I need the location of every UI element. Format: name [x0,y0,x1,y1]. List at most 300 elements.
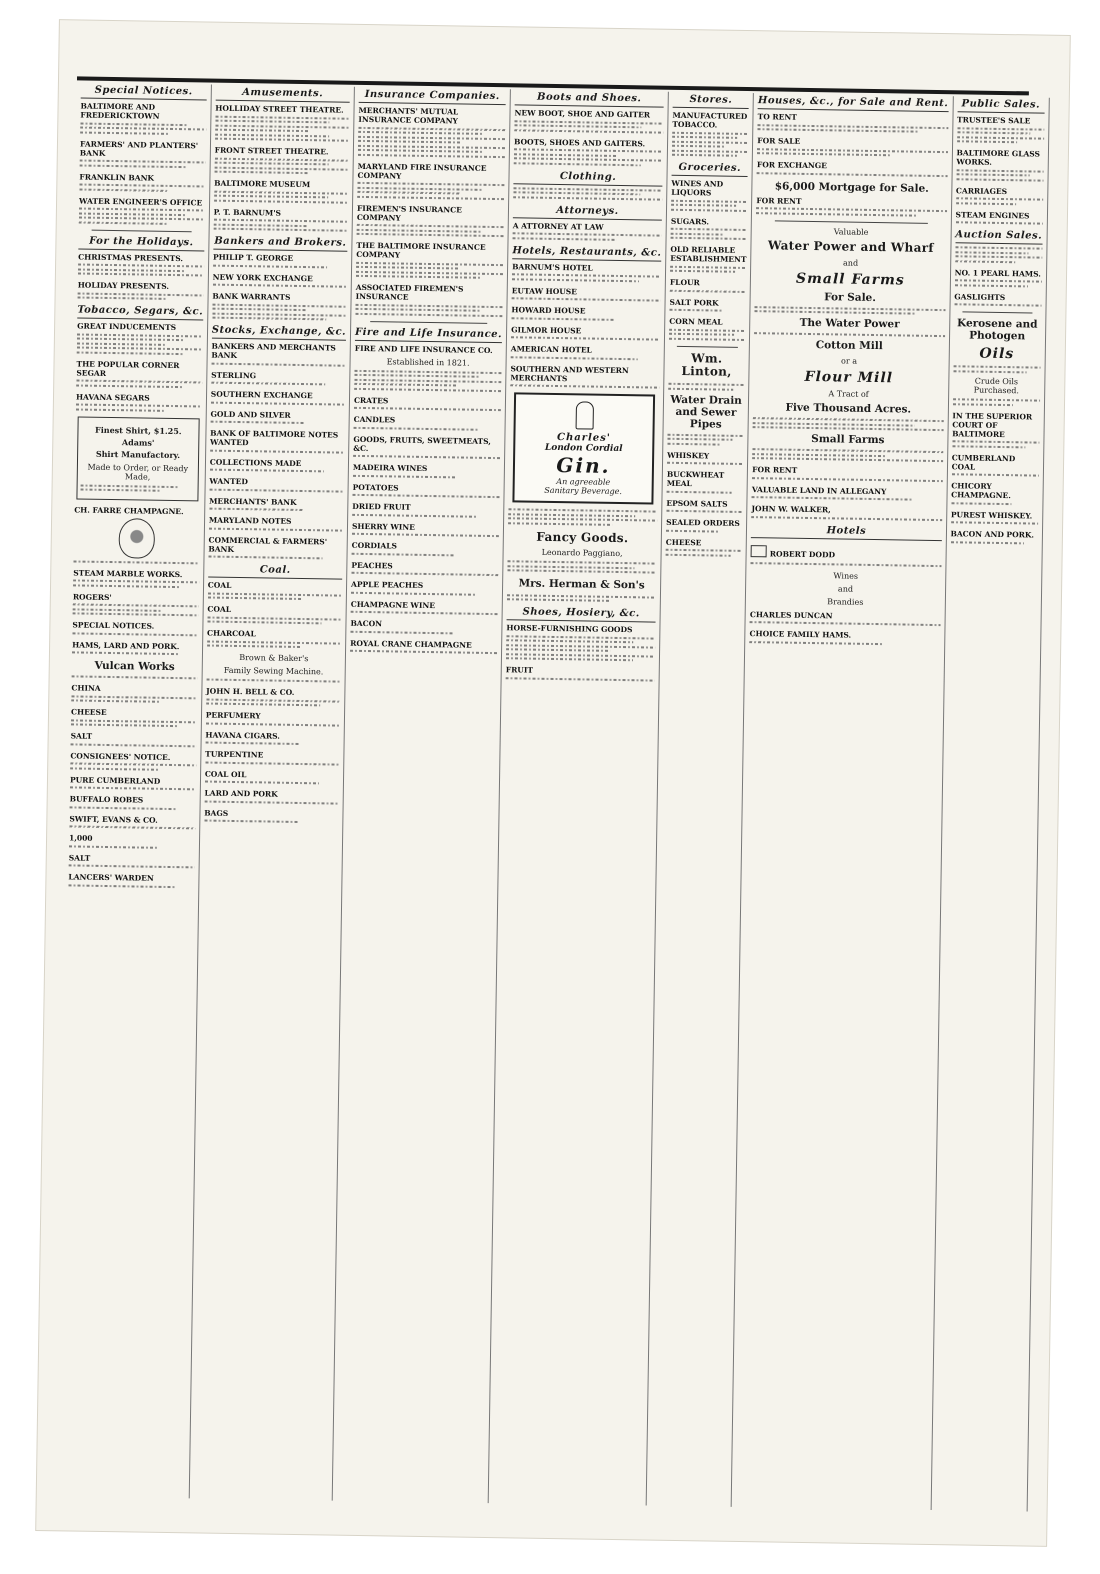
brandies-label: Brandies [827,597,864,608]
advertisement [73,592,199,616]
ad-headline: HOWARD HOUSE [511,305,586,316]
advertisement [951,481,1038,505]
advertisement [957,115,1044,143]
water-and: and [843,258,859,268]
section-heading: Stocks, Exchange, &c. [212,325,346,341]
ad-headline: ROYAL CRANE CHAMPAGNE [350,638,472,650]
shirt-title: Finest Shirt, $1.25. [95,424,182,436]
advertisement [351,599,498,615]
advertisement [511,344,660,360]
advertisement [210,429,345,454]
ad-headline: EPSOM SALTS [666,498,728,509]
ad-headline: HOLIDAY PRESENTS. [77,280,170,291]
ad-headline: DRIED FRUIT [352,502,411,512]
ad-headline: FARMERS' AND PLANTERS' BANK [79,138,199,158]
column-heading: Public Sales. [957,98,1044,113]
ad-headline: FOR RENT [756,195,802,206]
water-power-headline: Water Power and Wharf [767,238,934,255]
advertisement [214,179,349,204]
water-small-farms: Small Farms [795,270,905,289]
column-heading: Boots and Shoes. [515,91,664,107]
column-1 [55,82,211,1498]
ad-headline: FOR RENT [752,465,798,475]
advertisement [209,477,343,493]
ad-headline: CUMBERLAND COAL [951,452,1016,472]
ad-headline: CHOICE FAMILY HAMS. [749,629,852,640]
water-or-a: or a [841,355,858,366]
advertisement [204,808,338,824]
advertisement [355,283,502,317]
kerosene-crude: Crude Oils Purchased. [973,376,1019,396]
ad-headline: BALTIMORE AND FREDERICKTOWN [80,101,160,121]
advertisement [354,343,502,391]
gin-subtitle: London Cordial [544,442,623,455]
advertisement [211,342,346,367]
advertisement [511,325,660,341]
ad-headline: HAVANA CIGARS. [205,730,280,741]
advertisement [213,272,347,288]
ad-headline: 1,000 [69,833,93,844]
advertisement [70,775,196,790]
mortgage-headline: $6,000 Mortgage for Sale. [774,179,929,195]
ad-headline: MANUFACTURED TOBACCO. [672,110,748,130]
advertisement [669,297,745,312]
ad-headline: CHEESE [665,537,702,548]
advertisement [670,278,746,293]
advertisement [209,496,343,512]
ad-headline: APPLE PEACHES [351,579,424,591]
advertisement [358,106,506,158]
kerosene-title: Kerosene and Photogen [957,317,1038,343]
ad-headline: SALT [70,731,93,742]
and-label: and [837,584,854,594]
cut-icon [751,545,767,557]
ad-headline: OLD RELIABLE ESTABLISHMENT [670,244,747,264]
gin-advertisement [512,392,655,504]
ad-headline: CHICORY CHAMPAGNE. [951,481,1011,501]
advertisement [76,392,202,412]
section-heading: Attorneys. [513,204,662,220]
water-tract: A Tract of [828,389,869,399]
ad-headline: Vulcan Works [94,660,175,674]
advertisement [206,653,341,683]
ad-headline: MARYLAND NOTES [208,515,292,526]
advertisement [671,179,748,212]
advertisement [205,769,339,785]
advertisement [212,292,347,321]
ad-headline: GREAT INDUCEMENTS [77,321,177,333]
ad-headline: PUREST WHISKEY. [950,509,1033,521]
ad-headline: FIREMEN'S INSURANCE COMPANY [356,203,462,223]
shirt-factory: Shirt Manufactory. [95,448,181,460]
advertisement [357,161,505,199]
advertisement [757,136,948,157]
ad-headline: CHAMPAGNE WINE [350,599,436,610]
advertisement [214,146,349,175]
ad-headline: THE POPULAR CORNER SEGAR [76,358,180,378]
kerosene-oils: Oils [979,345,1015,363]
gin-tagline-2: Sanitary Beverage. [544,485,623,497]
linton-name: Wm. Linton, [681,350,732,380]
advertisement [752,465,943,481]
advertisement [506,665,655,681]
advertisement [69,853,195,868]
advertisement [757,112,948,133]
ad-headline: SEALED ORDERS [666,518,740,529]
advertisement [514,137,663,166]
ad-headline: Brown & Baker's [239,653,309,664]
advertisement [510,364,659,389]
ad-headline: BALTIMORE MUSEUM [214,178,311,190]
advertisement [213,207,348,232]
advertisement [208,581,343,601]
ad-headline: SOUTHERN EXCHANGE [210,389,313,401]
advertisement [351,580,498,596]
advertisement [669,317,746,341]
ad-headline: CONSIGNEES' NOTICE. [70,751,171,762]
advertisement [352,521,499,537]
ad-headline: FRONT STREET THEATRE. [214,145,329,157]
section-heading: Auction Sales. [955,229,1042,244]
ad-headline: BANKERS AND MERCHANTS BANK [211,341,336,360]
ad-headline: WHISKEY [667,450,710,461]
advertisement [215,104,350,142]
gin-brand: Charles' [556,432,611,444]
ad-headline: EUTAW HOUSE [511,285,578,296]
advertisement [78,280,204,300]
advertisement [667,470,744,494]
ad-subhead: Family Sewing Machine. [223,666,324,677]
ad-headline: LANCERS' WARDEN [68,872,154,884]
ad-headline: BUFFALO ROBES [69,794,144,806]
section-heading: Shoes, Hosiery, &c. [507,606,656,622]
section-heading: Bankers and Brokers. [213,236,347,252]
ad-headline: COAL [207,604,232,614]
advertisement [71,732,197,747]
advertisement [73,505,200,564]
ad-headline: TURPENTINE [205,749,264,760]
advertisement [506,623,656,661]
water-for-sale: For Sale. [824,291,877,304]
shirt-tagline: Made to Order, or Ready Made, [87,462,189,482]
crest-icon [118,518,155,559]
ad-headline: NEW BOOT, SHOE AND GAITER [514,108,651,120]
ad-headline: SUGARS. [670,216,710,226]
section-heading: Tobacco, Segars, &c. [77,304,203,320]
advertisement [752,448,943,462]
advertisement [666,499,742,514]
ad-headline: STERLING [211,370,257,380]
ad-headline: JOHN H. BELL & CO. [206,686,295,698]
ad-headline: BAGS [204,808,229,818]
advertisement [950,529,1037,544]
ad-headline: CARRIAGES [955,185,1008,196]
advertisement [507,594,656,603]
ad-headline: FLOUR [669,277,700,288]
ad-headline: GILMOR HOUSE [511,324,582,335]
advertisement [354,415,501,431]
advertisement [351,560,498,576]
ad-headline: VALUABLE LAND IN ALLEGANY [751,484,887,496]
ad-headline: CORN MEAL [669,316,723,327]
ad-headline: PERFUMERY [205,710,261,721]
advertisement [512,262,661,282]
wines-label: Wines [833,571,859,581]
advertisement [209,516,343,532]
section-heading: Hotels, Restaurants, &c. [512,245,661,261]
ad-headline: BALTIMORE GLASS WORKS. [956,148,1041,167]
water-flour: Flour Mill [804,368,894,386]
advertisement [513,221,662,241]
advertisement [667,451,743,466]
ad-headline: FOR EXCHANGE [756,160,827,171]
advertisement [350,619,497,635]
ad-headline: MADEIRA WINES [352,463,428,474]
section-heading: Coal. [208,564,342,580]
advertisement [69,834,195,849]
ad-headline: STEAM ENGINES [955,209,1030,220]
shirt-brand: Adams' [121,436,155,448]
ad-headline: FIRE AND LIFE INSURANCE CO. [354,343,493,355]
ad-headline: CHARCOAL [207,628,256,639]
advertisement [756,196,947,217]
ad-headline: BUCKWHEAT MEAL [666,470,725,489]
advertisement [207,629,342,649]
water-cotton: Cotton Mill [815,339,883,353]
ad-headline: BOOTS, SHOES AND GAITERS. [514,136,646,148]
advertisement [951,510,1038,525]
herman-title: Mrs. Herman & Son's [518,577,645,592]
gin-title: Gin. [556,453,611,478]
advertisement [204,789,338,805]
advertisement [352,483,499,499]
ad-headline: HOLLIDAY STREET THEATRE. [215,103,344,115]
bottle-icon [575,401,593,429]
column-6 [731,93,953,1510]
ad-headline: GOODS, FRUITS, SWEETMEATS, &C. [353,434,491,453]
ad-headline: PHILIP T. GEORGE [212,252,294,263]
ad-headline: GOLD AND SILVER [210,409,291,420]
ad-headline: NO. 1 PEARL HAMS. [954,267,1041,279]
ad-headline: SOUTHERN AND WESTERN MERCHANTS [510,363,629,383]
advertisement [670,245,747,273]
ad-headline: BACON [350,618,383,629]
ad-headline: HAMS, LARD AND PORK. [72,640,180,651]
ad-headline: WINES AND LIQUORS [671,178,724,198]
ad-headline: ROGERS' [72,592,112,602]
fancy-goods-name: Leonardo Paggiano, [541,548,623,559]
advertisement [78,252,204,276]
advertisement [79,172,205,192]
advertisement [666,538,742,557]
ad-headline: POTATOES [352,482,399,493]
advertisement [211,370,345,386]
ad-headline: ASSOCIATED FIREMEN'S INSURANCE [355,282,464,302]
ad-headline: COAL OIL [204,769,247,780]
advertisement [71,684,197,704]
ad-headline: JOHN W. WALKER, [751,504,831,515]
advertisement [514,108,663,133]
advertisement [352,502,499,518]
ad-headline: BACON AND PORK. [950,529,1035,540]
advertisement [205,750,339,766]
advertisement [508,508,657,526]
ad-headline: IN THE SUPERIOR COURT OF BALTIMORE [952,410,1033,439]
advertisement [80,139,206,168]
advertisement [511,305,660,321]
ad-headline: HORSE-FURNISHING GOODS [506,623,633,635]
ad-headline: COAL [207,580,232,590]
ad-subhead: Established in 1821. [386,356,470,368]
column-2 [188,85,353,1501]
advertisement [352,541,499,557]
advertisement [956,186,1043,205]
advertisement [80,101,206,134]
ad-headline: CANDLES [353,415,396,425]
ad-headline: A ATTORNEY AT LAW [512,220,604,232]
ad-headline: P. T. BARNUM'S [213,207,282,218]
advertisement [79,196,205,225]
column-heading: Insurance Companies. [359,89,506,105]
ad-headline: HAVANA SEGARS [75,391,150,403]
water-acres: Five Thousand Acres. [785,401,912,416]
ad-headline: THE BALTIMORE INSURANCE COMPANY [356,240,486,260]
water-the-water: The Water Power [799,317,900,331]
section-heading: Clothing. [513,170,662,186]
advertisement [206,711,340,727]
advertisement [954,292,1041,307]
ad-headline: SPECIAL NOTICES. [72,620,155,632]
advertisement [211,390,345,406]
ad-headline: SHERRY WINE [351,521,416,532]
advertisement [70,795,196,810]
fancy-goods-title: Fancy Goods. [536,529,629,545]
advertisement [956,148,1043,181]
ad-headline: CRATES [353,395,389,406]
ad-headline: MERCHANTS' BANK [209,496,297,507]
advertisement [207,605,342,625]
advertisement [666,518,742,533]
advertisement [513,187,662,200]
advertisement [206,687,341,707]
advertisement [353,435,500,460]
advertisement [667,434,743,446]
advertisement [69,814,195,829]
advertisement [354,396,501,412]
column-3 [332,87,510,1503]
advertisement [205,730,339,746]
advertisement [512,286,661,302]
advertisement [353,463,500,479]
advertisement [955,246,1042,263]
column-heading: Special Notices. [81,84,207,100]
water-valuable: Valuable [833,226,869,237]
ad-headline: LARD AND PORK [204,788,278,800]
advertisement [210,409,344,425]
ad-headline: MERCHANTS' MUTUAL INSURANCE COMPANY [358,105,459,126]
ad-headline: ROBERT DODD [769,548,836,560]
advertisement [751,504,942,520]
advertisement [72,640,198,655]
ad-headline: CH. FARRE CHAMPAGNE. [74,505,184,517]
advertisement [357,203,504,237]
column-heading: Houses, &c., for Sale and Rent. [758,95,949,112]
ad-headline: CORDIALS [351,540,398,551]
ad-headline: AMERICAN HOTEL [510,344,592,355]
advertisement [752,485,943,501]
columns [55,82,1043,1511]
advertisement [954,268,1041,287]
advertisement [70,751,196,771]
section-heading: For the Holidays. [78,235,204,251]
ad-headline: SWIFT, EVANS & CO. [69,814,158,825]
ad-headline: STEAM MARBLE WORKS. [73,568,183,580]
advertisement [72,660,198,680]
ad-headline: PEACHES [351,560,393,571]
advertisement [749,629,940,645]
section-heading: Groceries. [672,162,748,177]
advertisement [73,568,199,588]
advertisement [750,610,941,626]
ad-headline: BARNUM'S HOTEL [512,261,593,273]
ad-headline: COLLECTIONS MADE [209,457,302,468]
ad-headline: FRUIT [505,665,534,675]
ad-headline: FOR SALE [757,136,801,146]
advertisement [356,241,504,279]
ad-headline: CHINA [71,683,101,694]
ad-headline: BANK WARRANTS [212,291,291,302]
advertisement [671,216,748,240]
column-4 [488,89,668,1505]
advertisement [68,873,194,888]
advertisement [77,321,203,354]
ad-headline: WATER ENGINEER'S OFFICE [79,195,203,207]
advertisement [672,111,749,157]
advertisement [210,457,344,473]
ad-headline: TO RENT [757,112,797,122]
ad-headline: GASLIGHTS [954,291,1006,302]
section-heading: Hotels [751,524,942,541]
ad-headline: CHEESE [70,707,107,718]
ad-headline: CHARLES DUNCAN [749,609,833,621]
ad-headline: MARYLAND FIRE INSURANCE COMPANY [357,161,487,181]
advertisement [955,210,1042,225]
advertisement [208,535,343,560]
ad-headline: COMMERCIAL & FARMERS' BANK [208,535,328,554]
shirt-ad-box [76,416,199,501]
linton-pipes: Water Drain and Sewer Pipes [670,393,742,431]
advertisement [76,359,202,388]
advertisement [71,708,197,728]
column-heading: Stores. [673,94,749,109]
ad-headline: FRANKLIN BANK [79,171,155,183]
advertisement [72,621,198,636]
ad-headline: SALT PORK [669,297,719,308]
advertisement [213,253,347,269]
ad-headline: SALT [68,853,91,863]
gin-tagline-1: An agreeable [556,477,611,487]
section-heading: Fire and Life Insurance. [355,326,502,342]
newspaper-page [36,20,1070,1546]
water-small: Small Farms [811,433,885,447]
advertisement [951,453,1038,477]
ad-headline: NEW YORK EXCHANGE [212,272,313,283]
advertisement [350,638,497,654]
ad-headline: WANTED [209,476,248,487]
advertisement [751,541,942,567]
ad-headline: TRUSTEE'S SALE [956,115,1031,126]
advertisement [953,398,1040,406]
